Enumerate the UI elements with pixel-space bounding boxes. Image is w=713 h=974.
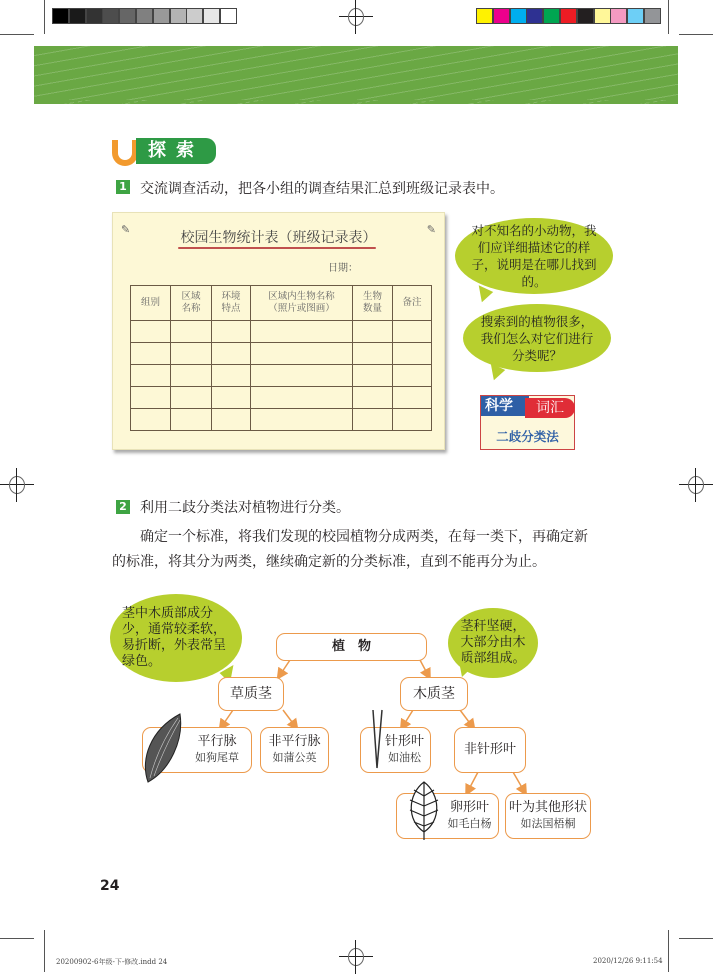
node-label: 非平行脉 bbox=[268, 734, 321, 749]
header-line: 区域内生物名称 bbox=[268, 290, 335, 302]
paragraph-line: 的标准，将其分为两类，继续确定新的分类标准，直到不能再分为止。 bbox=[112, 554, 546, 570]
node-label: 针形叶 bbox=[384, 734, 424, 749]
speech-bubble-plant: 搜索到的植物很多，我们怎么对它们进行分类呢？ bbox=[463, 304, 611, 372]
pin-icon: ✎ bbox=[121, 223, 131, 236]
header-line: 区域 bbox=[181, 290, 201, 302]
node-label: 平行脉 bbox=[197, 734, 237, 749]
pin-icon: ✎ bbox=[426, 223, 436, 236]
node-herbaceous-stem bbox=[218, 677, 284, 711]
speech-bubble-wood: 茎秆坚硬，大部分由木质部组成。 bbox=[448, 608, 538, 678]
speech-bubble-animal: 对不知名的小动物，我们应详细描述它的样子，说明是在哪儿找到的。 bbox=[455, 218, 613, 294]
node-example: 如蒲公英 bbox=[272, 751, 317, 764]
node-label: 非针形叶 bbox=[463, 742, 516, 757]
node-woody-stem bbox=[400, 677, 468, 711]
grass-leaf-icon bbox=[140, 710, 190, 785]
vocab-term: 二歧分类法 bbox=[496, 429, 559, 444]
footer-filename: 20200902-6年级-下-修改.indd 24 bbox=[56, 958, 168, 966]
step-text: 交流调查活动，把各小组的调查结果汇总到班级记录表中。 bbox=[140, 181, 504, 197]
paragraph-line: 确定一个标准，将我们发现的校园植物分成两类，在每一类下，再确定新 bbox=[140, 529, 588, 545]
node-example: 如油松 bbox=[388, 751, 421, 764]
node-label: 叶为其他形状 bbox=[508, 800, 587, 815]
header-line: 名称 bbox=[181, 303, 201, 314]
date-label: 日期： bbox=[328, 263, 358, 274]
header-line: 环境 bbox=[221, 290, 241, 302]
node-non-needle-leaf bbox=[454, 727, 526, 773]
node-label: 植 物 bbox=[331, 639, 371, 654]
pine-needle-icon bbox=[370, 708, 386, 770]
header-line: （照片或图画） bbox=[268, 303, 335, 314]
vocab-label-b: 词汇 bbox=[525, 398, 575, 418]
footer-timestamp: 2020/12/26 9:11:54 bbox=[593, 957, 663, 965]
step-number: 1 bbox=[116, 180, 130, 194]
header-line: 备注 bbox=[402, 296, 422, 308]
table-title: 校园生物统计表（班级记录表） bbox=[180, 230, 377, 246]
step-number: 2 bbox=[116, 500, 130, 514]
section-title: 探索 bbox=[136, 138, 216, 164]
node-example: 如毛白杨 bbox=[447, 817, 492, 830]
step-text: 利用二歧分类法对植物进行分类。 bbox=[140, 500, 350, 516]
speech-bubble-herb: 茎中木质部成分少，通常较柔软，易折断，外表常呈绿色。 bbox=[110, 594, 242, 682]
header-line: 组别 bbox=[140, 296, 160, 308]
node-nonparallel-veins bbox=[260, 727, 329, 773]
header-line: 特点 bbox=[221, 303, 241, 314]
node-other-leaf-shape bbox=[505, 793, 591, 839]
header-line: 数量 bbox=[362, 303, 382, 314]
node-label: 卵形叶 bbox=[449, 800, 489, 815]
page-number: 24 bbox=[100, 878, 120, 894]
header-line: 生物 bbox=[362, 290, 382, 302]
node-label: 草质茎 bbox=[230, 686, 272, 702]
node-plants bbox=[276, 633, 427, 661]
ovate-leaf-icon bbox=[404, 780, 444, 842]
node-example: 如法国梧桐 bbox=[520, 817, 576, 830]
node-example: 如狗尾草 bbox=[195, 751, 239, 764]
node-label: 木质茎 bbox=[413, 686, 455, 702]
vocab-label-a: 科学 bbox=[481, 396, 529, 416]
